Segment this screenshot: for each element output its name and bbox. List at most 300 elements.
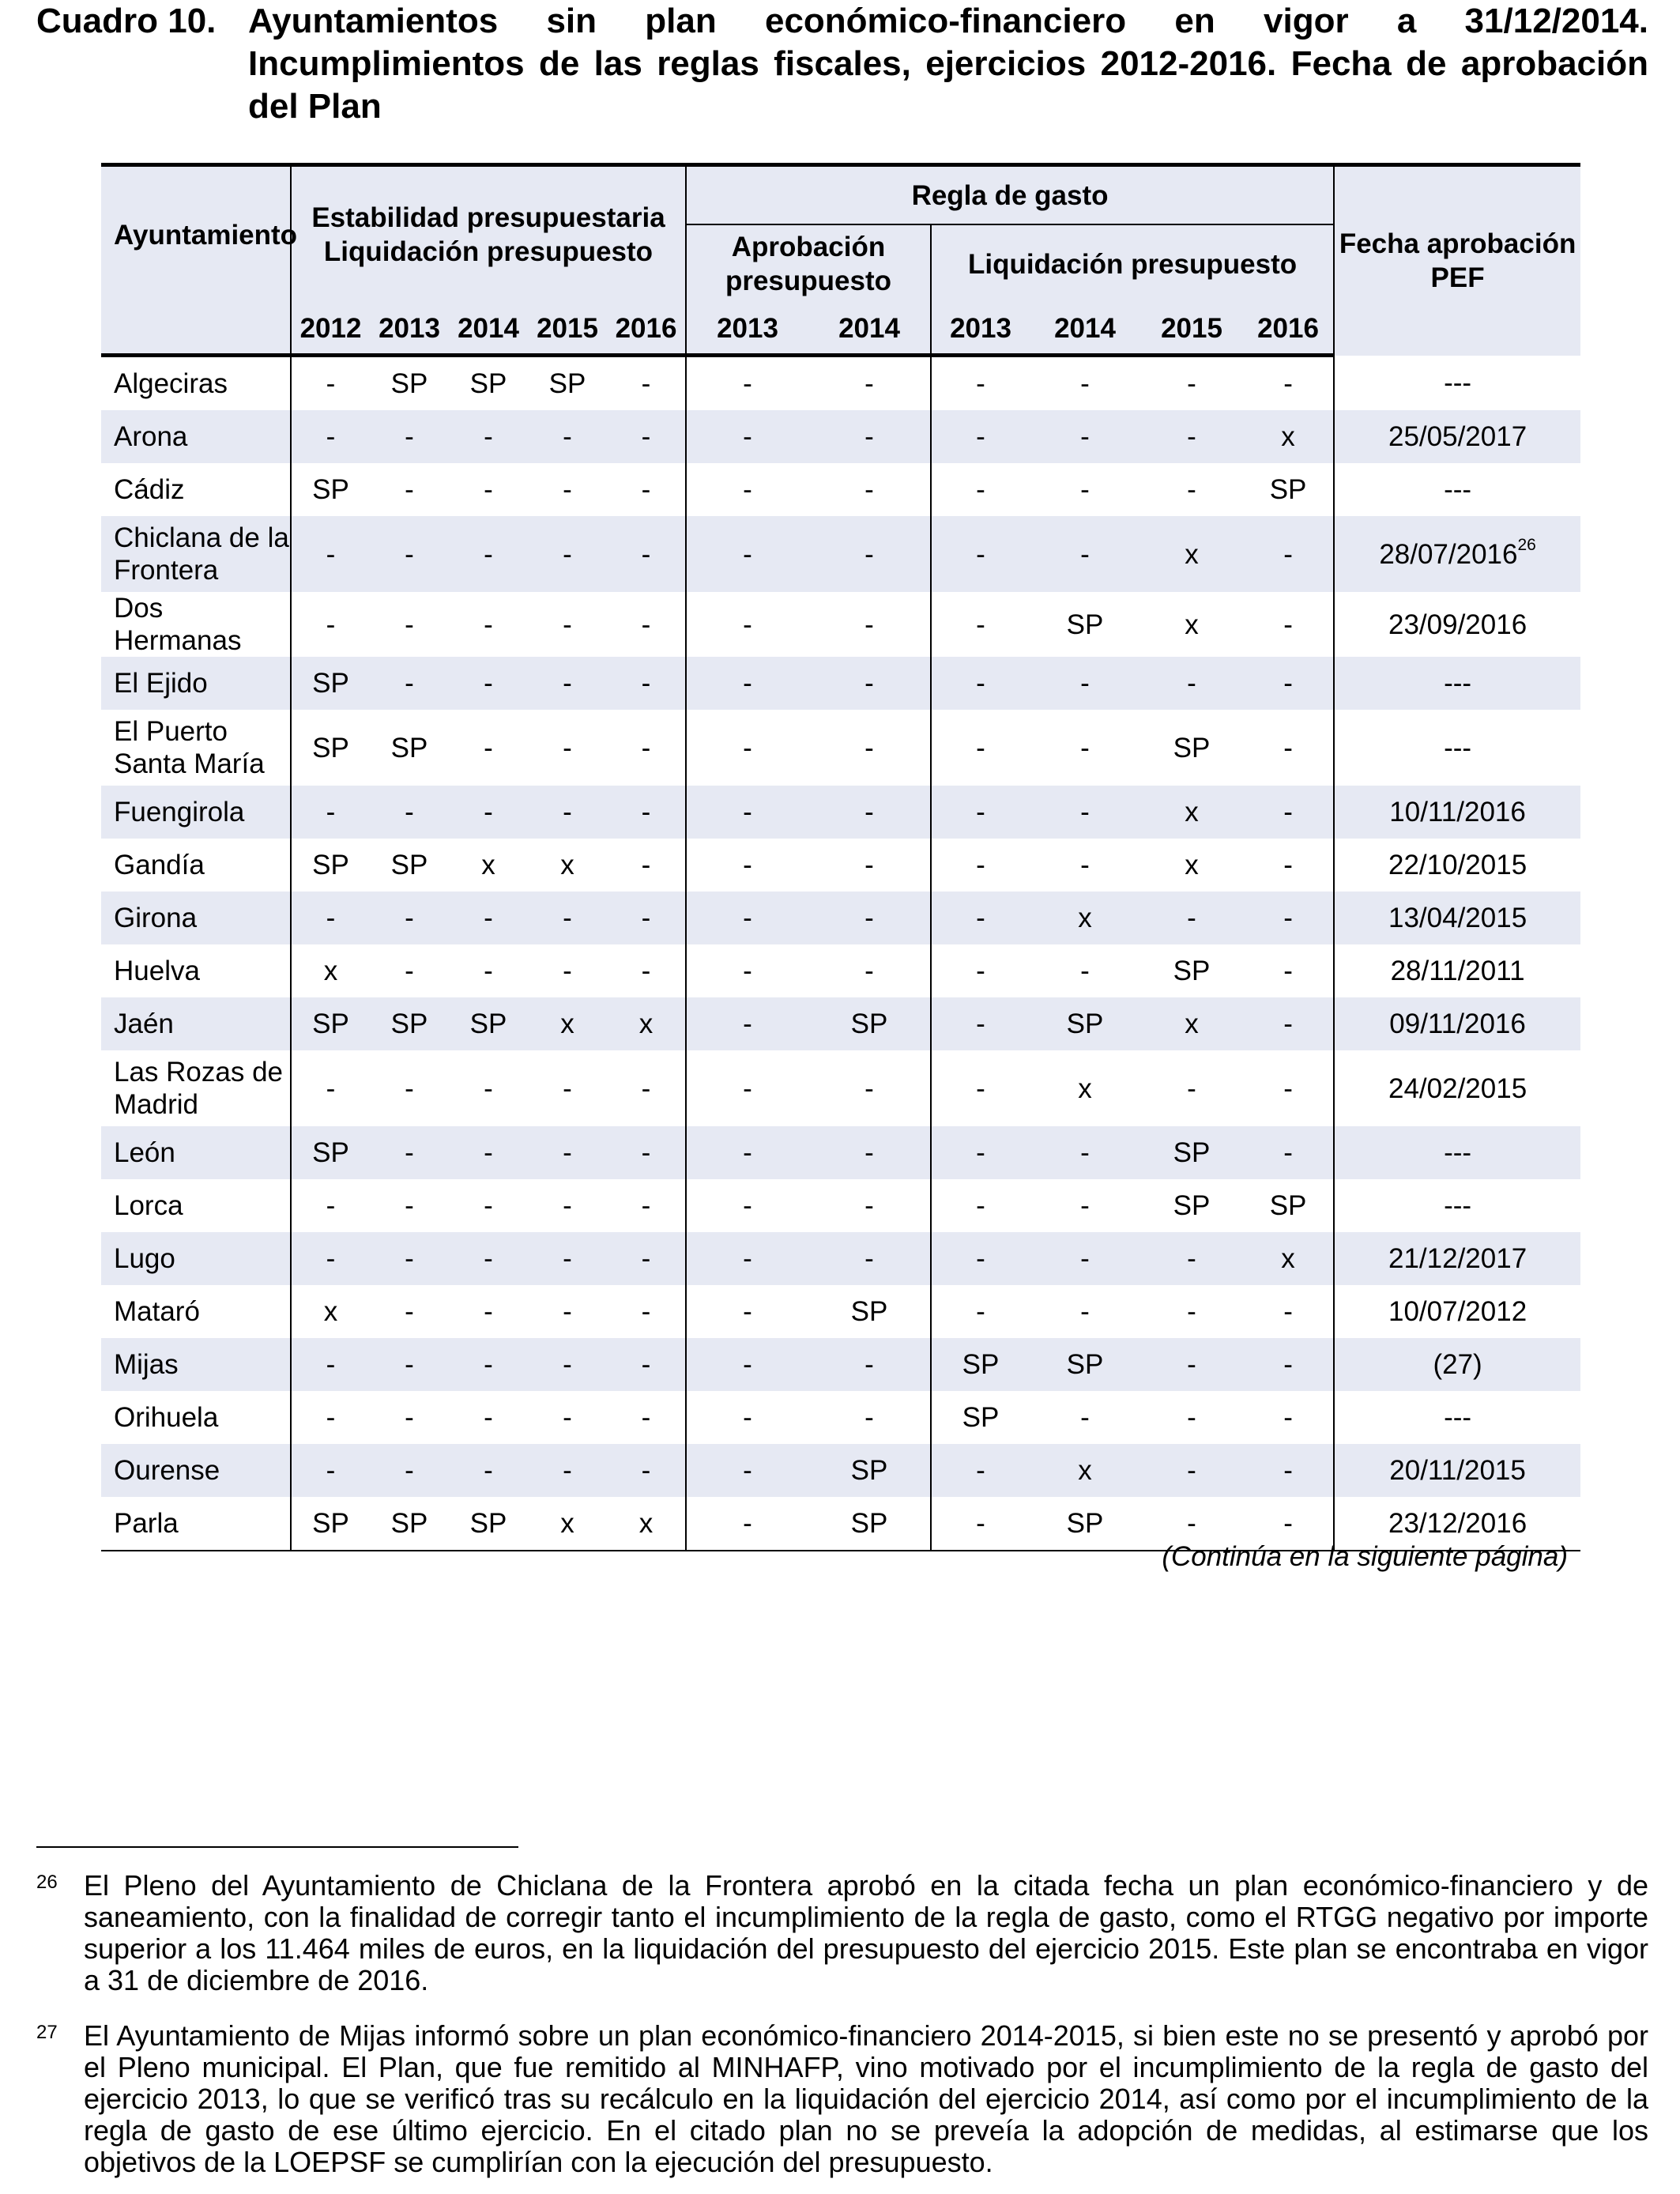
cell-value: - [1187, 1072, 1196, 1104]
cell-value: - [641, 732, 651, 763]
year-header: 2015 [1140, 303, 1243, 356]
ayuntamiento-name-line: León [114, 1137, 175, 1168]
table-row [101, 786, 1580, 839]
cell-value: SP [449, 997, 528, 1050]
table-row [101, 710, 1580, 786]
header-regla-gasto: Regla de gasto [686, 165, 1334, 225]
cell-value: - [291, 592, 370, 657]
cell-value: x [1140, 786, 1243, 839]
cell-value: - [931, 356, 1030, 411]
cell-value: - [864, 1190, 874, 1221]
cell-ayuntamiento [101, 1285, 291, 1338]
cell-value: - [563, 1296, 572, 1327]
footnote-27 [36, 2020, 1648, 2178]
cell-value: - [370, 516, 449, 592]
cell-value: - [563, 956, 572, 986]
cell-ayuntamiento [101, 997, 291, 1050]
cell-value: - [405, 1190, 414, 1221]
cell-value: - [864, 474, 874, 505]
table-row [101, 944, 1580, 997]
cell-value: - [1140, 1497, 1243, 1551]
cell-value: SP [1030, 1497, 1140, 1551]
cell-value: - [1283, 609, 1293, 640]
ayuntamiento-name-line: Santa María [114, 748, 265, 779]
cell-ayuntamiento [101, 1497, 291, 1551]
cell-value: - [1080, 732, 1090, 763]
fecha-value: --- [1444, 367, 1472, 398]
cell-value: - [931, 1126, 1030, 1179]
cell-value: - [1140, 657, 1243, 710]
caption-title: Ayuntamientos sin plan económico-financiero en vigor a 31/12/2014. Incumplimientos de las reglas fiscales, ejercicios 2012-2016. Fecha de aprobación del Plan [248, 2, 1648, 126]
cell-value: - [563, 1190, 572, 1221]
cell-value: - [1187, 1402, 1196, 1433]
ayuntamiento-name-line: Chiclana de la [114, 522, 289, 553]
cell-ayuntamiento [101, 516, 291, 592]
cell-value: - [931, 892, 1030, 944]
ayuntamiento-name-line: Fuengirola [114, 797, 245, 827]
cell-fecha [1334, 1444, 1580, 1497]
cell-ayuntamiento [101, 1179, 291, 1232]
cell-fecha [1334, 657, 1580, 710]
header-years-spacer [101, 303, 291, 356]
cell-value: - [528, 786, 607, 839]
fecha-value: --- [1444, 1137, 1472, 1168]
cell-value: x [607, 1497, 686, 1551]
cell-value: - [931, 786, 1030, 839]
cell-value: - [931, 1050, 1030, 1126]
cell-value: SP [1066, 609, 1104, 640]
cell-value: - [528, 1444, 607, 1497]
cell-value: - [931, 710, 1030, 786]
fecha-value: 24/02/2015 [1388, 1072, 1527, 1104]
cell-fecha [1334, 463, 1580, 516]
table-row [101, 463, 1580, 516]
cell-value: - [641, 609, 651, 640]
fecha-value: --- [1444, 1402, 1472, 1433]
cell-value: - [686, 356, 808, 411]
fecha-value: (27) [1433, 1349, 1482, 1380]
cell-value: - [607, 1338, 686, 1391]
ayuntamiento-name-line: Lugo [114, 1243, 175, 1274]
cell-value: - [528, 1126, 607, 1179]
cell-value: - [1283, 956, 1293, 986]
ayuntamiento-name-line: Parla [114, 1508, 179, 1539]
ayuntamiento-name-line: Orihuela [114, 1402, 219, 1433]
cell-value: - [686, 1232, 808, 1285]
cell-value: - [1030, 657, 1140, 710]
header-fecha-line1: Fecha aprobación [1339, 228, 1576, 260]
table-row [101, 592, 1580, 657]
cell-value: - [1283, 368, 1293, 399]
cell-value: - [1243, 1497, 1334, 1551]
cell-value: - [1187, 368, 1196, 399]
cell-value: - [370, 786, 449, 839]
table-row [101, 1050, 1580, 1126]
footnote-ref: 26 [1517, 535, 1536, 554]
cell-value: - [686, 1050, 808, 1126]
cell-value: - [370, 1126, 449, 1179]
year-header: 2013 [370, 303, 449, 356]
year-header: 2016 [607, 303, 686, 356]
cell-value: - [449, 1444, 528, 1497]
table-row [101, 657, 1580, 710]
cell-value: - [808, 657, 931, 710]
table-row [101, 1126, 1580, 1179]
cell-value: - [291, 786, 370, 839]
ayuntamiento-name-line: Frontera [114, 555, 219, 586]
footnote-text: El Pleno del Ayuntamiento de Chiclana de la Frontera aprobó en la citada fecha un plan económico-financiero y de saneamiento, con la finalidad de corregir tanto el incumplimiento de la regla de gasto, como el RTGG negativo por importe superior a los 11.464 miles de euros, en la liquidación del presupuesto del ejercicio 2015. Este plan se encontraba en vigor a 31 de diciembre de 2016. [84, 1869, 1648, 1996]
cell-value: x [528, 997, 607, 1050]
cell-fecha [1334, 1232, 1580, 1285]
table-row [101, 892, 1580, 944]
cell-fecha [1334, 1126, 1580, 1179]
table-row [101, 1285, 1580, 1338]
cell-value: - [528, 1232, 607, 1285]
cell-value: - [686, 997, 808, 1050]
cell-ayuntamiento [101, 463, 291, 516]
cell-value: - [1080, 1296, 1090, 1327]
cell-value: - [291, 1391, 370, 1444]
cell-value: - [607, 657, 686, 710]
cell-value: - [607, 410, 686, 463]
cell-ayuntamiento [101, 786, 291, 839]
cell-value: - [291, 1179, 370, 1232]
cell-value: - [449, 657, 528, 710]
cell-value: SP [390, 732, 428, 763]
cell-fecha [1334, 356, 1580, 411]
cell-value: - [484, 1072, 493, 1104]
cell-value: - [528, 410, 607, 463]
cell-value: - [484, 956, 493, 986]
cell-value: - [484, 1296, 493, 1327]
cell-value: - [1140, 892, 1243, 944]
fecha-value: 20/11/2015 [1389, 1455, 1526, 1486]
cell-value: x [1140, 516, 1243, 592]
cell-value: - [641, 1190, 651, 1221]
cell-value: SP [1173, 732, 1211, 763]
cell-value: - [449, 516, 528, 592]
cell-value: SP [291, 463, 370, 516]
cell-value: - [291, 1232, 370, 1285]
fecha-value: 28/07/2016 [1379, 538, 1518, 570]
cell-value: x [1243, 410, 1334, 463]
cell-value: - [686, 944, 808, 997]
cell-ayuntamiento [101, 1126, 291, 1179]
cell-value: - [641, 1072, 651, 1104]
cell-value: x [1078, 1072, 1092, 1104]
cell-value: - [808, 786, 931, 839]
cell-value: x [528, 1497, 607, 1551]
ayuntamiento-name-line: El Ejido [114, 668, 208, 699]
cell-ayuntamiento [101, 1391, 291, 1444]
cell-value: - [641, 956, 651, 986]
table-row [101, 1232, 1580, 1285]
cell-value: SP [1173, 1190, 1211, 1221]
cell-value: - [370, 410, 449, 463]
cell-value: SP [291, 997, 370, 1050]
cell-ayuntamiento [101, 356, 291, 411]
fecha-value: 21/12/2017 [1388, 1243, 1527, 1274]
cell-value: - [931, 1285, 1030, 1338]
ayuntamiento-name-line: Mataró [114, 1296, 200, 1327]
cell-value: - [484, 1190, 493, 1221]
cell-value: - [370, 1444, 449, 1497]
ayuntamiento-name-line: Gandía [114, 850, 205, 880]
cell-value: - [484, 609, 493, 640]
cell-value: - [1243, 786, 1334, 839]
header-ayuntamiento: Ayuntamiento [101, 165, 291, 303]
cell-value: x [1185, 609, 1199, 640]
year-header: 2015 [528, 303, 607, 356]
cell-value: - [449, 1232, 528, 1285]
cell-value: - [291, 356, 370, 411]
fecha-value: --- [1444, 474, 1472, 505]
cell-value: - [291, 1444, 370, 1497]
table-row [101, 410, 1580, 463]
cell-value: SP [1030, 997, 1140, 1050]
cell-value: - [931, 516, 1030, 592]
cell-fecha [1334, 839, 1580, 892]
cell-value: - [1187, 1296, 1196, 1327]
cell-value: - [686, 892, 808, 944]
cell-value: - [1030, 1232, 1140, 1285]
cell-value: SP [291, 1497, 370, 1551]
table-header [101, 165, 1580, 356]
fecha-value: 10/11/2016 [1389, 797, 1526, 827]
cell-value: x [1030, 1444, 1140, 1497]
cell-value: - [1283, 732, 1293, 763]
cell-value: - [808, 892, 931, 944]
ayuntamiento-name-line: Mijas [114, 1349, 179, 1380]
cell-value: - [607, 1444, 686, 1497]
fecha-value: --- [1444, 732, 1472, 763]
ayuntamiento-name-line: Arona [114, 421, 188, 452]
cell-value: - [931, 463, 1030, 516]
footnote-number: 26 [36, 1872, 58, 1893]
cell-value: SP [291, 710, 370, 786]
cell-value: - [686, 516, 808, 592]
table-row [101, 1444, 1580, 1497]
cell-value: - [1283, 1402, 1293, 1433]
cell-value: - [1140, 1444, 1243, 1497]
table-caption [36, 0, 1648, 134]
cell-value: - [449, 1126, 528, 1179]
cell-value: - [1080, 850, 1090, 880]
table-row [101, 1391, 1580, 1444]
header-estabilidad-line1: Estabilidad presupuestaria [311, 202, 665, 233]
cell-value: SP [291, 839, 370, 892]
year-header: 2013 [931, 303, 1030, 356]
cell-value: - [931, 1444, 1030, 1497]
cell-value: - [405, 1402, 414, 1433]
cell-value: - [641, 368, 651, 399]
cell-value: - [1140, 1338, 1243, 1391]
cell-value: - [370, 1338, 449, 1391]
cell-value: - [686, 786, 808, 839]
cell-ayuntamiento [101, 410, 291, 463]
cell-value: SP [1030, 1338, 1140, 1391]
cell-value: - [607, 786, 686, 839]
fecha-value: --- [1444, 1190, 1472, 1221]
cell-value: - [563, 474, 572, 505]
cell-value: - [931, 1232, 1030, 1285]
cell-value: - [563, 732, 572, 763]
cell-value: SP [808, 1497, 931, 1551]
cell-value: - [686, 1285, 808, 1338]
cell-fecha [1334, 786, 1580, 839]
cell-value: - [686, 1444, 808, 1497]
cell-value: - [1283, 1296, 1293, 1327]
cell-value: - [931, 997, 1030, 1050]
cell-value: - [1243, 657, 1334, 710]
cell-value: - [1283, 850, 1293, 880]
cell-ayuntamiento [101, 1338, 291, 1391]
year-header: 2013 [686, 303, 808, 356]
cell-value: - [686, 1179, 808, 1232]
cell-ayuntamiento [101, 1050, 291, 1126]
cell-fecha [1334, 1179, 1580, 1232]
cell-value: - [931, 657, 1030, 710]
cell-value: - [686, 1126, 808, 1179]
cell-value: - [291, 410, 370, 463]
cell-ayuntamiento [101, 1232, 291, 1285]
cell-value: - [405, 1296, 414, 1327]
ayuntamiento-name-line: Ourense [114, 1455, 220, 1486]
ayuntamiento-name-line: Lorca [114, 1190, 183, 1221]
table-row [101, 997, 1580, 1050]
cell-fecha [1334, 410, 1580, 463]
header-fecha-line2: PEF [1430, 262, 1485, 294]
ayuntamiento-name-line: El Puerto [114, 716, 228, 747]
cell-value: - [641, 1296, 651, 1327]
cell-fecha [1334, 1338, 1580, 1391]
fecha-value: 13/04/2015 [1388, 903, 1527, 933]
cell-value: - [808, 1232, 931, 1285]
cell-value: - [864, 1072, 874, 1104]
cell-value: SP [469, 368, 507, 399]
cell-value: x [1185, 850, 1199, 880]
ayuntamiento-name-line: Cádiz [114, 474, 185, 505]
cell-value: - [405, 474, 414, 505]
cell-value: - [449, 786, 528, 839]
cell-value: - [864, 368, 874, 399]
cell-value: x [291, 944, 370, 997]
cell-value: - [1080, 1402, 1090, 1433]
cell-value: - [607, 1126, 686, 1179]
cell-value: - [931, 410, 1030, 463]
cell-value: - [1243, 892, 1334, 944]
cell-value: - [449, 892, 528, 944]
cell-ayuntamiento [101, 839, 291, 892]
cell-value: - [1243, 1126, 1334, 1179]
cell-fecha [1334, 892, 1580, 944]
header-fecha [1334, 165, 1580, 356]
cell-fecha [1334, 1285, 1580, 1338]
cell-value: - [686, 410, 808, 463]
cell-value: - [449, 410, 528, 463]
cell-value: - [291, 892, 370, 944]
cell-value: SP [291, 1126, 370, 1179]
cell-value: SP [1140, 1126, 1243, 1179]
cell-value: SP [548, 368, 586, 399]
cell-value: - [607, 516, 686, 592]
cell-ayuntamiento [101, 592, 291, 657]
cell-value: - [641, 474, 651, 505]
year-header: 2016 [1243, 303, 1334, 356]
cell-value: - [808, 516, 931, 592]
header-estabilidad-line2: Liquidación presupuesto [323, 236, 654, 267]
cell-value: SP [449, 1497, 528, 1551]
cell-value: - [931, 1497, 1030, 1551]
cell-value: - [931, 1179, 1030, 1232]
cell-value: - [370, 892, 449, 944]
cell-value: - [686, 1391, 808, 1444]
cell-value: SP [1173, 956, 1211, 986]
table-row [101, 516, 1580, 592]
cell-value: - [686, 839, 808, 892]
cell-value: SP [1269, 474, 1307, 505]
cell-value: - [686, 592, 808, 657]
cell-value: - [686, 1338, 808, 1391]
cell-value: x [607, 997, 686, 1050]
cell-fecha [1334, 997, 1580, 1050]
table-row [101, 1338, 1580, 1391]
ayuntamiento-name-line: Girona [114, 903, 198, 933]
cell-value: - [1243, 997, 1334, 1050]
cell-value: SP [931, 1338, 1030, 1391]
table-row [101, 1179, 1580, 1232]
cell-value: - [484, 1402, 493, 1433]
cell-value: x [481, 850, 495, 880]
ayuntamiento-name-line: Las Rozas de [114, 1057, 284, 1088]
cell-value: SP [1269, 1190, 1307, 1221]
cell-value: - [641, 1402, 651, 1433]
cell-value: - [484, 474, 493, 505]
caption-number: Cuadro 10. [36, 2, 217, 40]
fecha-value: 09/11/2016 [1389, 1008, 1526, 1039]
cell-fecha [1334, 516, 1580, 592]
cell-value: SP [808, 1444, 931, 1497]
cell-value: - [291, 1338, 370, 1391]
cell-value: - [686, 1497, 808, 1551]
header-estabilidad [291, 165, 686, 303]
cell-value: - [484, 732, 493, 763]
fecha-value: 22/10/2015 [1388, 850, 1527, 880]
cell-value: x [1243, 1232, 1334, 1285]
ayuntamiento-name-line: Madrid [114, 1089, 198, 1120]
continuation-note: (Continúa en la siguiente página) [1162, 1541, 1568, 1572]
ayuntamiento-name-line: Huelva [114, 956, 200, 986]
fecha-value: 28/11/2011 [1390, 956, 1525, 986]
table-row [101, 356, 1580, 411]
fecha-value: 23/09/2016 [1388, 609, 1527, 640]
footnote-26 [36, 1870, 1648, 1996]
cell-value: SP [850, 1296, 888, 1327]
ayuntamiento-name-line: Dos Hermanas [114, 593, 242, 656]
cell-value: SP [291, 657, 370, 710]
cell-value: SP [370, 997, 449, 1050]
cell-value: - [449, 1338, 528, 1391]
cell-value: - [808, 410, 931, 463]
header-aprobacion [686, 224, 931, 303]
cell-value: SP [370, 1497, 449, 1551]
cell-fecha [1334, 592, 1580, 657]
year-header: 2014 [808, 303, 931, 356]
cell-value: - [641, 850, 651, 880]
rules-table [101, 163, 1580, 1551]
cell-value: - [370, 657, 449, 710]
fecha-value: --- [1444, 668, 1472, 699]
